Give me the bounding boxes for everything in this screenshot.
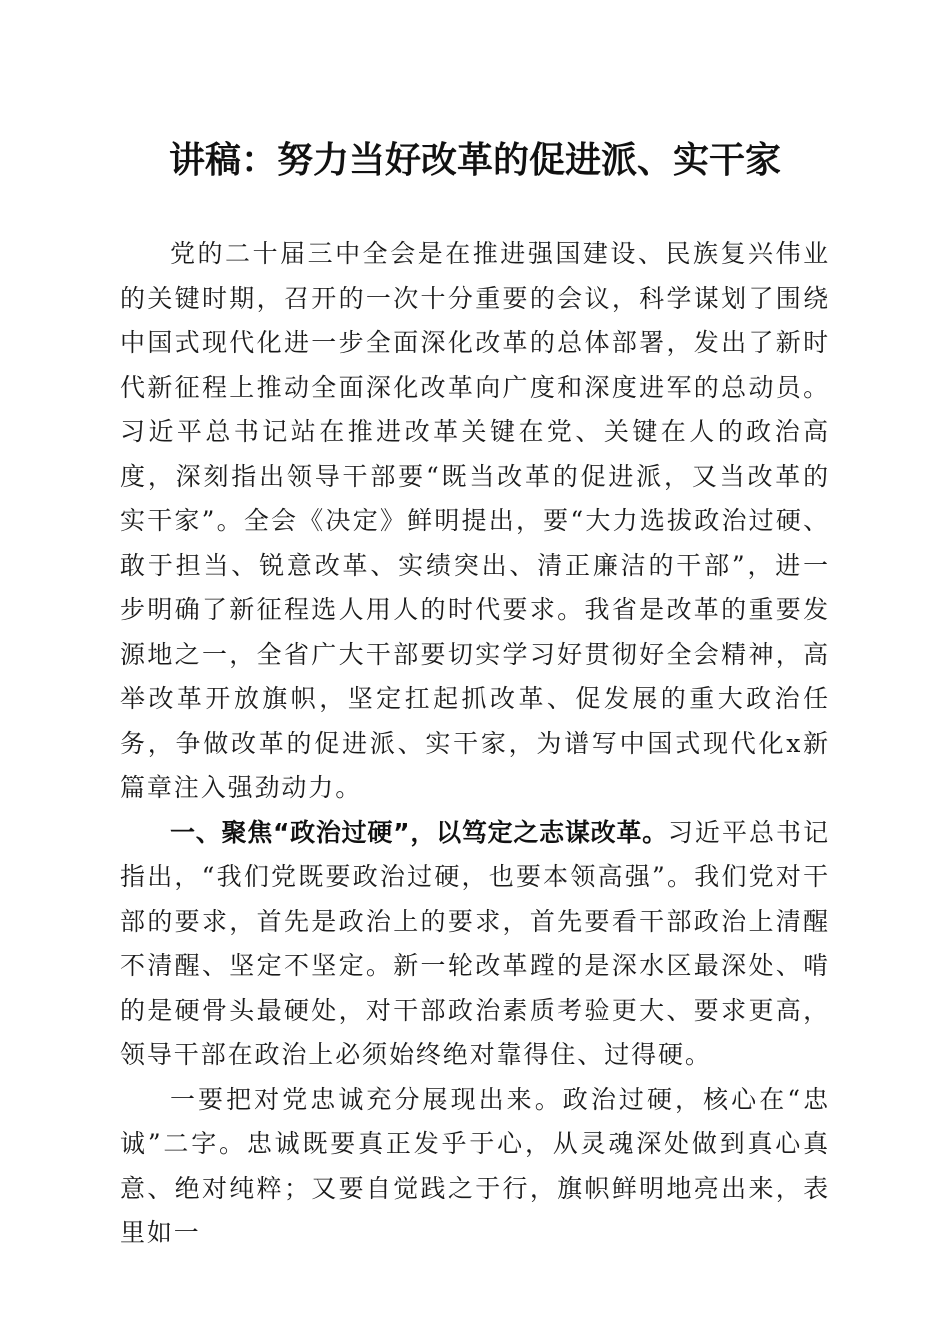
paragraph-point-one <box>120 1078 830 1256</box>
section-one-heading: 一、聚焦“政治过硬”，以笃定之志谋改革。 <box>170 817 668 847</box>
document-body <box>120 232 830 1256</box>
paragraph-section-one <box>120 811 830 1078</box>
paragraph-intro <box>120 232 830 811</box>
point-one-text: 一要把对党忠诚充分展现出来。政治过硬，核心在“忠诚”二字。忠诚既要真正发乎于心，从灵魂深处做到真心真意、绝对纯粹；又要自觉践之于行，旗帜鲜明地亮出来，表里如一 <box>120 1084 830 1247</box>
section-one-text: 习近平总书记指出，“我们党既要政治过硬，也要本领高强”。我们党对干部的要求，首先是政治上的要求，首先要看干部政治上清醒不清醒、坚定不坚定。新一轮改革蹚的是深水区最深处、啃的是硬骨头最硬处，对干部政治素质考验更大、要求更高，领导干部在政治上必须始终绝对靠得住、过得硬。 <box>120 817 830 1069</box>
document-title: 讲稿：努力当好改革的促进派、实干家 <box>168 139 781 181</box>
paragraph-intro-text: 党的二十届三中全会是在推进强国建设、民族复兴伟业的关键时期，召开的一次十分重要的会议，科学谋划了围绕中国式现代化进一步全面深化改革的总体部署，发出了新时代新征程上推动全面深化改革向广度和深度进军的总动员。习近平总书记站在推进改革关键在党、关键在人的政治高度，深刻指出领导干部要“既当改革的促进派，又当改革的实干家”。全会《决定》鲜明提出，要“大力选拔政治过硬、敢于担当、锐意改革、实绩突出、清正廉洁的干部”，进一步明确了新征程选人用人的时代要求。我省是改革的重要发源地之一，全省广大干部要切实学习好贯彻好全会精神，高举改革开放旗帜，坚定扛起抓改革、促发展的重大政治任务，争做改革的促进派、实干家，为谱写中国式现代化x新篇章注入强劲动力。 <box>120 239 830 802</box>
